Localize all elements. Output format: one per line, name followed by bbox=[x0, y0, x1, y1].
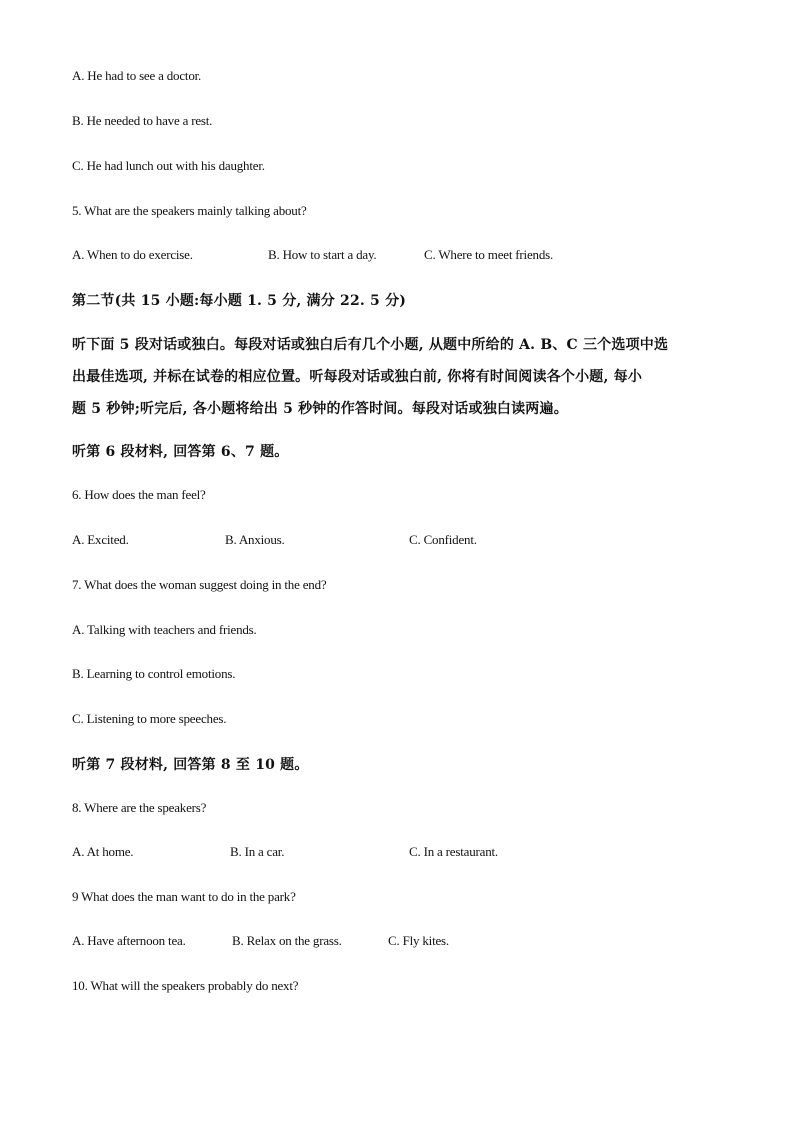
q9-option-c: C. Fly kites. bbox=[388, 933, 449, 948]
q6-option-b: B. Anxious. bbox=[225, 532, 285, 547]
q5-option-b: B. How to start a day. bbox=[268, 247, 377, 262]
question-5: 5. What are the speakers mainly talking about? bbox=[72, 203, 307, 218]
q5-option-a: A. When to do exercise. bbox=[72, 247, 193, 262]
q8-option-b: B. In a car. bbox=[230, 844, 285, 859]
q7-option-c: C. Listening to more speeches. bbox=[72, 711, 227, 726]
q9-option-a: A. Have afternoon tea. bbox=[72, 933, 186, 948]
instructions-line-1: 听下面 5 段对话或独白。每段对话或独白后有几个小题, 从题中所给的 A. B、C 三个选项中选 bbox=[72, 337, 669, 353]
q7-option-a: A. Talking with teachers and friends. bbox=[72, 622, 257, 637]
instructions-line-2: 出最佳选项, 并标在试卷的相应位置。听每段对话或独白前, 你将有时间阅读各个小题, 每小 bbox=[72, 369, 643, 385]
question-7: 7. What does the woman suggest doing in the end? bbox=[72, 577, 327, 592]
q8-option-c: C. In a restaurant. bbox=[409, 844, 498, 859]
instructions-line-3: 题 5 秒钟;听完后, 各小题将给出 5 秒钟的作答时间。每段对话或独白读两遍。 bbox=[72, 401, 568, 417]
question-6: 6. How does the man feel? bbox=[72, 487, 206, 502]
q5-option-c: C. Where to meet friends. bbox=[424, 247, 554, 262]
q7-option-b: B. Learning to control emotions. bbox=[72, 666, 236, 681]
q9-option-b: B. Relax on the grass. bbox=[232, 933, 342, 948]
section-title: 第二节(共 15 小题:每小题 1. 5 分, 满分 22. 5 分) bbox=[72, 293, 407, 309]
q4-option-c: C. He had lunch out with his daughter. bbox=[72, 158, 265, 173]
q4-option-a: A. He had to see a doctor. bbox=[72, 68, 202, 83]
q4-option-b: B. He needed to have a rest. bbox=[72, 113, 213, 128]
segment-6-heading: 听第 6 段材料, 回答第 6、7 题。 bbox=[72, 444, 289, 460]
question-9: 9 What does the man want to do in the park? bbox=[72, 889, 296, 904]
q6-option-a: A. Excited. bbox=[72, 532, 129, 547]
question-8: 8. Where are the speakers? bbox=[72, 800, 207, 815]
q8-option-a: A. At home. bbox=[72, 844, 134, 859]
q6-option-c: C. Confident. bbox=[409, 532, 477, 547]
question-10: 10. What will the speakers probably do next? bbox=[72, 978, 299, 993]
segment-7-heading: 听第 7 段材料, 回答第 8 至 10 题。 bbox=[72, 757, 309, 773]
